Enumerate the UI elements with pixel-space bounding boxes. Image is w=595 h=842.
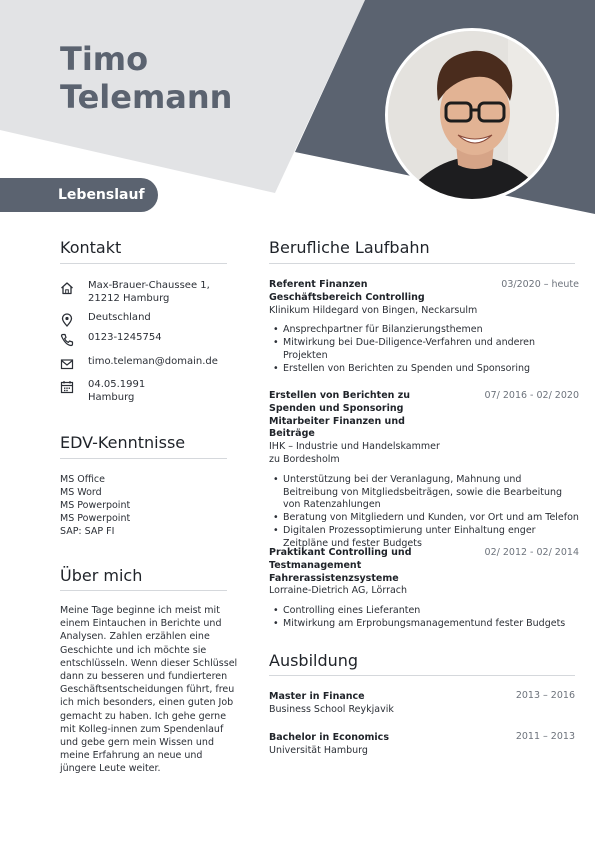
job-company: IHK – Industrie und Handelskammer zu Bordesholm	[269, 441, 440, 465]
job-title: Referent Finanzen Geschäftsbereich Controlling	[269, 279, 425, 303]
home-icon	[60, 280, 78, 296]
edv-item: MS Word	[60, 487, 102, 498]
job-company: Klinikum Hildegard von Bingen, Neckarsulm	[269, 304, 478, 316]
contact-address	[60, 279, 210, 305]
contact-country	[60, 311, 151, 328]
edv-heading: EDV-Kenntnisse	[60, 433, 186, 452]
phone-icon	[60, 332, 78, 348]
job-company: Lorraine-Dietrich AG, Lörrach	[269, 585, 408, 597]
education-school: Universität Hamburg	[269, 745, 368, 756]
location-pin-icon	[60, 312, 78, 328]
birth-place: Hamburg	[88, 392, 135, 403]
contact-birth	[60, 378, 145, 404]
career-heading: Berufliche Laufbahn	[269, 238, 430, 257]
contact-divider	[60, 263, 227, 264]
job-date: 07/ 2016 - 02/ 2020	[484, 390, 579, 401]
about-text: Meine Tage beginne ich meist mit einem Eintauchen in Berichte und Analysen. Zahlen erzählen eine Geschichte und ich möchte sie entschlüsseln. Wenn dieser Schlüssel dann zu besseren und fundierteren Geschäftsentscheidungen führt, freu ich mich besonders, einen guten Job gemacht zu haben. Ich gehe gerne mit Kolleg-innen zum Spendenlauf und gebe gern mein Wissen und meine Erfahrung an neue und jüngere Leute weiter.	[60, 605, 238, 775]
about-heading: Über mich	[60, 566, 143, 585]
education-degree: Master in Finance	[269, 691, 365, 702]
job-entry	[269, 547, 579, 631]
address-line-2: 21212 Hamburg	[88, 293, 170, 304]
job-bullets	[269, 605, 579, 631]
first-name: Timo	[60, 40, 149, 78]
birth-date: 04.05.1991	[88, 379, 146, 390]
contact-email	[60, 355, 218, 372]
contact-heading: Kontakt	[60, 238, 122, 257]
calendar-icon	[60, 379, 78, 395]
job-bullet: • Unterstützung bei der Veranlagung, Mahnung und Beitreibung von Mitgliedsbeiträgen, sowie die Bearbeitung von Ratenzahlungen	[269, 474, 579, 512]
country: Deutschland	[88, 312, 151, 323]
job-entry	[269, 390, 579, 551]
job-date: 02/ 2012 - 02/ 2014	[484, 547, 579, 558]
job-bullet: • Mitwirkung bei Due-Diligence-Verfahren und anderen Projekten	[269, 337, 579, 363]
job-bullet: • Beratung von Mitgliedern und Kunden, vor Ort und am Telefon	[269, 512, 579, 525]
address-line-1: Max-Brauer-Chaussee 1,	[88, 280, 210, 291]
education-school: Business School Reykjavik	[269, 704, 394, 715]
education-date: 2011 – 2013	[515, 731, 575, 742]
job-date: 03/2020 – heute	[501, 279, 579, 290]
edv-item: MS Powerpoint	[60, 500, 131, 511]
job-title: Erstellen von Berichten zu Spenden und Sponsoring Mitarbeiter Finanzen und Beiträge	[269, 390, 410, 440]
job-bullet: • Digitalen Prozessoptimierung unter Einhaltung enger Zeitpläne und fester Budgets	[269, 525, 579, 551]
edv-item: SAP: SAP FI	[60, 526, 115, 537]
job-bullet: • Ansprechpartner für Bilanzierungsthemen	[269, 324, 579, 337]
contact-phone	[60, 331, 162, 348]
candidate-name	[60, 40, 232, 116]
edv-item: MS Powerpoint	[60, 513, 131, 524]
email-address: timo.teleman@domain.de	[88, 356, 218, 367]
education-degree: Bachelor in Economics	[269, 732, 389, 743]
job-title: Praktikant Controlling und Testmanagement Fahrerassistenzsysteme	[269, 547, 412, 584]
edv-item: MS Office	[60, 474, 105, 485]
education-entry	[269, 690, 575, 716]
career-divider	[269, 263, 575, 264]
job-bullet: • Erstellen von Berichten zu Spenden und Sponsoring	[269, 363, 579, 376]
mail-icon	[60, 356, 78, 372]
phone-number: 0123-1245754	[88, 332, 162, 343]
education-date: 2013 – 2016	[515, 690, 575, 701]
education-entry	[269, 731, 575, 757]
job-bullets	[269, 324, 579, 375]
job-entry	[269, 279, 579, 376]
edv-divider	[60, 458, 227, 459]
education-heading: Ausbildung	[269, 651, 359, 670]
about-divider	[60, 590, 227, 591]
job-bullets	[269, 474, 579, 551]
job-bullet: • Mitwirkung am Erprobungsmanagementund fester Budgets	[269, 618, 579, 631]
profile-photo	[385, 28, 559, 202]
job-bullet: • Controlling eines Lieferanten	[269, 605, 579, 618]
last-name: Telemann	[60, 78, 233, 116]
education-divider	[269, 675, 575, 676]
document-type-tab: Lebenslauf	[0, 178, 158, 212]
edv-list	[60, 473, 130, 538]
